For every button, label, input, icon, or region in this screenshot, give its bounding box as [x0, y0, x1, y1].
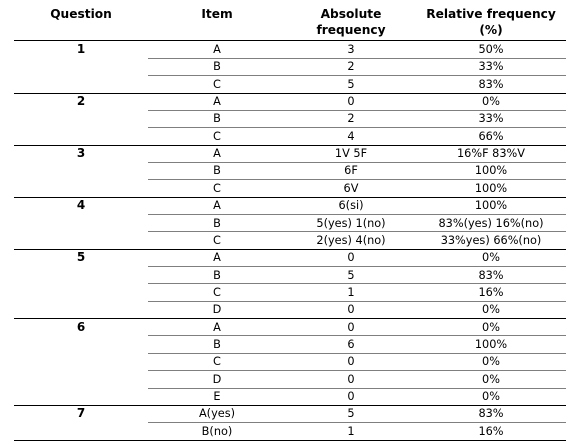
relative-frequency-cell: 83%(yes) 16%(no): [438, 216, 544, 230]
absolute-frequency-cell: 2(yes) 4(no): [316, 233, 386, 247]
absolute-frequency-cell: 2: [347, 112, 355, 126]
absolute-frequency-cell: 1: [347, 285, 355, 299]
absolute-frequency-cell: 3: [347, 43, 355, 56]
relative-frequency-cell: 33%: [478, 112, 504, 126]
item-cell: C: [213, 77, 221, 91]
absolute-frequency-cell: 1: [347, 424, 355, 438]
absolute-frequency-cell: 6F: [344, 164, 358, 178]
absolute-frequency-cell: 5(yes) 1(no): [316, 216, 386, 230]
item-cell: A: [213, 251, 221, 265]
relative-frequency-cell: 50%: [478, 43, 504, 56]
item-cell: D: [212, 303, 222, 317]
item-cell: C: [213, 129, 221, 143]
absolute-frequency-cell: 6: [347, 337, 355, 351]
question-number: 2: [76, 94, 86, 109]
relative-frequency-cell: 0%: [482, 372, 500, 386]
item-cell: B: [213, 268, 221, 282]
header-item: Item: [201, 7, 233, 21]
item-cell: E: [213, 390, 221, 403]
relative-frequency-cell: 100%: [474, 164, 508, 178]
relative-frequency-cell: 0%: [482, 251, 500, 265]
header-relative-frequency: Relative frequency (%): [426, 7, 556, 37]
absolute-frequency-cell: 0: [347, 303, 355, 317]
group-divider: [14, 440, 566, 441]
question-number: 5: [76, 250, 86, 265]
absolute-frequency-cell: 0: [347, 390, 355, 403]
item-cell: A: [213, 43, 221, 56]
relative-frequency-cell: 33%yes) 66%(no): [440, 233, 542, 247]
absolute-frequency-cell: 0: [347, 372, 355, 386]
relative-frequency-cell: 16%: [478, 285, 504, 299]
relative-frequency-cell: 83%: [478, 268, 504, 282]
absolute-frequency-cell: 0: [347, 355, 355, 369]
item-cell: C: [213, 355, 221, 369]
relative-frequency-cell: 0%: [482, 390, 500, 403]
relative-frequency-cell: 100%: [474, 181, 508, 195]
item-cell: A: [213, 320, 221, 334]
item-cell: C: [213, 285, 221, 299]
relative-frequency-cell: 66%: [478, 129, 504, 143]
item-cell: B: [213, 216, 221, 230]
absolute-frequency-cell: 0: [347, 320, 355, 334]
relative-frequency-cell: 0%: [482, 95, 500, 109]
header-absolute-frequency: Absolute frequency: [316, 7, 386, 37]
absolute-frequency-cell: 4: [347, 129, 355, 143]
question-number: 3: [76, 146, 86, 161]
absolute-frequency-cell: 6(si): [338, 199, 364, 213]
question-number: 4: [76, 198, 86, 213]
relative-frequency-cell: 16%F 83%V: [456, 147, 526, 161]
item-cell: A: [213, 199, 221, 213]
item-cell: B: [213, 60, 221, 74]
relative-frequency-cell: 100%: [474, 199, 508, 213]
item-cell: A: [213, 147, 221, 161]
relative-frequency-cell: 16%: [478, 424, 504, 438]
relative-frequency-cell: 0%: [482, 303, 500, 317]
item-cell: D: [212, 372, 222, 386]
relative-frequency-cell: 100%: [474, 337, 508, 351]
item-cell: B: [213, 164, 221, 178]
item-cell: B(no): [201, 424, 233, 438]
item-cell: C: [213, 233, 221, 247]
question-number: 1: [76, 42, 86, 56]
absolute-frequency-cell: 1V 5F: [334, 147, 368, 161]
item-cell: A: [213, 95, 221, 109]
item-cell: B: [213, 112, 221, 126]
absolute-frequency-cell: 0: [347, 251, 355, 265]
absolute-frequency-cell: 0: [347, 95, 355, 109]
absolute-frequency-cell: 5: [347, 407, 355, 421]
relative-frequency-cell: 83%: [478, 77, 504, 91]
question-number: 6: [76, 319, 86, 334]
absolute-frequency-cell: 5: [347, 268, 355, 282]
header-question: Question: [50, 7, 112, 21]
question-number: 7: [76, 406, 86, 421]
relative-frequency-cell: 0%: [482, 355, 500, 369]
absolute-frequency-cell: 6V: [343, 181, 359, 195]
item-cell: B: [213, 337, 221, 351]
relative-frequency-cell: 83%: [478, 407, 504, 421]
item-cell: A(yes): [198, 407, 236, 421]
absolute-frequency-cell: 5: [347, 77, 355, 91]
absolute-frequency-cell: 2: [347, 60, 355, 74]
relative-frequency-cell: 33%: [478, 60, 504, 74]
relative-frequency-cell: 0%: [482, 320, 500, 334]
item-cell: C: [213, 181, 221, 195]
